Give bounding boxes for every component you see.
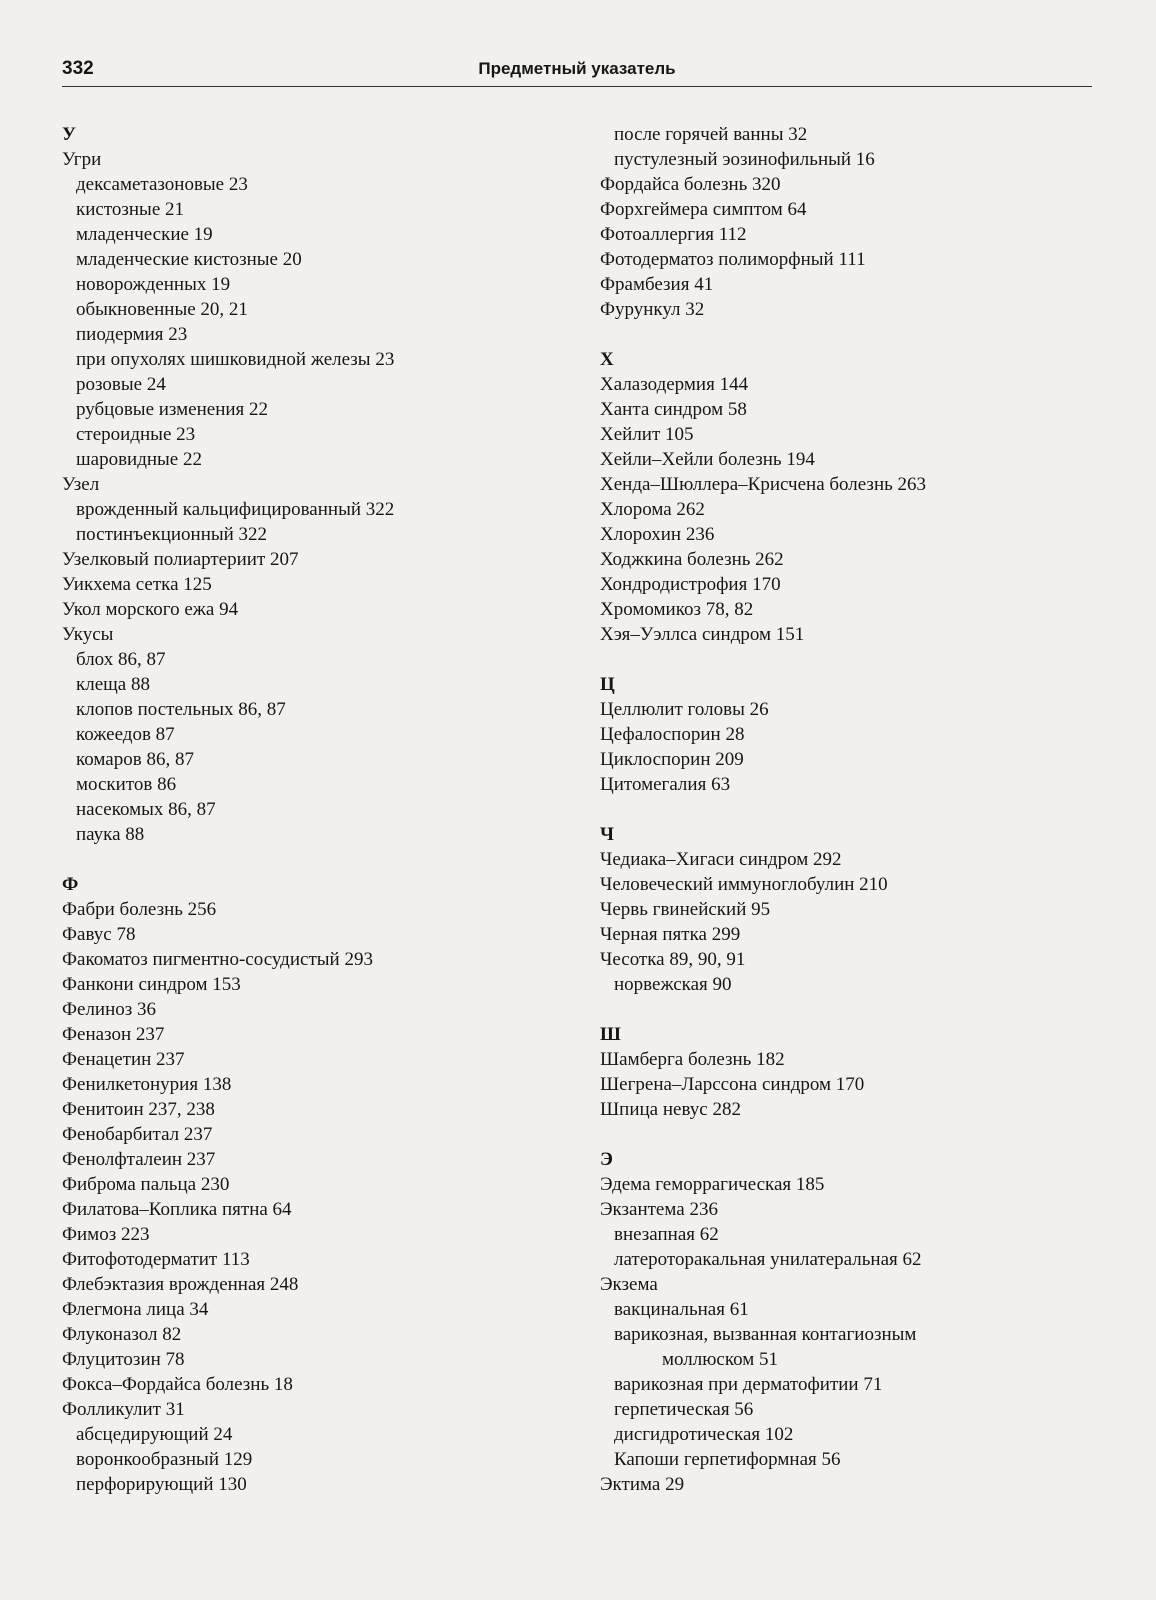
- index-entry: Чесотка 89, 90, 91: [600, 949, 746, 970]
- index-entry: Циклоспорин 209: [600, 749, 744, 770]
- index-entry: Червь гвинейский 95: [600, 899, 771, 920]
- index-letter-heading: Х: [600, 349, 614, 370]
- index-letter-heading: Ф: [62, 874, 79, 895]
- index-letter-heading: Ч: [600, 824, 614, 845]
- page-number: 332: [62, 58, 94, 79]
- index-subentry: латероторакальная унилатеральная 62: [614, 1249, 922, 1270]
- index-entry: Хлорома 262: [600, 499, 705, 520]
- index-subentry: после горячей ванны 32: [614, 124, 808, 145]
- index-letter-heading: Ц: [600, 674, 615, 695]
- index-entry: Экзантема 236: [600, 1199, 718, 1220]
- index-entry: Халазодермия 144: [600, 374, 749, 395]
- index-entry: Фрамбезия 41: [600, 274, 714, 295]
- index-subentry: дисгидротическая 102: [614, 1424, 794, 1445]
- index-entry: Факоматоз пигментно-сосудистый 293: [62, 949, 373, 970]
- index-letter-heading: Ш: [600, 1024, 621, 1045]
- index-subentry: Капоши герпетиформная 56: [614, 1449, 841, 1470]
- index-subentry: при опухолях шишковидной железы 23: [76, 349, 395, 370]
- index-subentry: паука 88: [76, 824, 145, 845]
- index-entry: Фиброма пальца 230: [62, 1174, 230, 1195]
- index-entry: Фолликулит 31: [62, 1399, 185, 1420]
- index-subentry: внезапная 62: [614, 1224, 719, 1245]
- index-subentry: шаровидные 22: [76, 449, 202, 470]
- index-entry: Фимоз 223: [62, 1224, 150, 1245]
- index-entry: Фурункул 32: [600, 299, 705, 320]
- index-entry: Фенацетин 237: [62, 1049, 185, 1070]
- index-column-right: [600, 122, 1120, 1497]
- index-entry: Уикхема сетка 125: [62, 574, 212, 595]
- index-subentry: перфорирующий 130: [76, 1474, 247, 1495]
- index-entry: Цитомегалия 63: [600, 774, 731, 795]
- index-entry: Фордайса болезнь 320: [600, 174, 781, 195]
- index-entry: Фенилкетонурия 138: [62, 1074, 232, 1095]
- index-subentry: кистозные 21: [76, 199, 185, 220]
- running-title: Предметный указатель: [478, 59, 676, 78]
- index-entry: Ходжкина болезнь 262: [600, 549, 784, 570]
- index-entry: Флегмона лица 34: [62, 1299, 209, 1320]
- index-entry: Хромомикоз 78, 82: [600, 599, 754, 620]
- index-entry: Целлюлит головы 26: [600, 699, 769, 720]
- index-entry: Чедиака–Хигаси синдром 292: [600, 849, 842, 870]
- index-entry: Флуцитозин 78: [62, 1349, 185, 1370]
- index-entry: Фитофотодерматит 113: [62, 1249, 250, 1270]
- index-subentry: герпетическая 56: [614, 1399, 754, 1420]
- index-entry: Фавус 78: [62, 924, 136, 945]
- index-subentry: пиодермия 23: [76, 324, 188, 345]
- index-subentry: обыкновенные 20, 21: [76, 299, 248, 320]
- index-entry: Ханта синдром 58: [600, 399, 747, 420]
- index-entry: Хэя–Уэллса синдром 151: [600, 624, 805, 645]
- index-letter-heading: У: [62, 124, 76, 145]
- index-entry: Узелковый полиартериит 207: [62, 549, 299, 570]
- index-subentry: воронкообразный 129: [76, 1449, 253, 1470]
- index-subentry-continuation: моллюском 51: [662, 1349, 779, 1370]
- index-subentry: младенческие кистозные 20: [76, 249, 302, 270]
- index-entry: Хлорохин 236: [600, 524, 715, 545]
- index-subentry: блох 86, 87: [76, 649, 166, 670]
- index-entry: Фанкони синдром 153: [62, 974, 241, 995]
- index-entry: Цефалоспорин 28: [600, 724, 745, 745]
- index-entry: Хейли–Хейли болезнь 194: [600, 449, 815, 470]
- index-subentry: рубцовые изменения 22: [76, 399, 269, 420]
- index-entry: Фенобарбитал 237: [62, 1124, 213, 1145]
- index-subentry: варикозная при дерматофитии 71: [614, 1374, 883, 1395]
- index-subentry: комаров 86, 87: [76, 749, 194, 770]
- running-header: [62, 56, 1092, 87]
- index-entry: Феназон 237: [62, 1024, 165, 1045]
- index-entry: Человеческий иммуноглобулин 210: [600, 874, 888, 895]
- index-subentry: москитов 86: [76, 774, 177, 795]
- index-entry: Экзема: [600, 1274, 658, 1295]
- index-spacer: [600, 997, 1120, 1022]
- index-entry: Флуконазол 82: [62, 1324, 182, 1345]
- index-entry: Фотоаллергия 112: [600, 224, 747, 245]
- index-subentry: постинъекционный 322: [76, 524, 268, 545]
- index-entry: Эдема геморрагическая 185: [600, 1174, 825, 1195]
- index-spacer: [600, 1122, 1120, 1147]
- index-entry: Филатова–Коплика пятна 64: [62, 1199, 292, 1220]
- index-subentry: младенческие 19: [76, 224, 213, 245]
- index-subentry: пустулезный эозинофильный 16: [614, 149, 875, 170]
- index-subentry: клопов постельных 86, 87: [76, 699, 286, 720]
- index-subentry: варикозная, вызванная контагиозным: [614, 1324, 917, 1345]
- index-subentry: новорожденных 19: [76, 274, 231, 295]
- index-entry: Угри: [62, 149, 102, 170]
- index-entry: Узел: [62, 474, 100, 495]
- index-entry: Фокса–Фордайса болезнь 18: [62, 1374, 293, 1395]
- index-entry: Хенда–Шюллера–Крисчена болезнь 263: [600, 474, 927, 495]
- index-spacer: [62, 847, 582, 872]
- index-spacer: [600, 797, 1120, 822]
- index-entry: Флебэктазия врожденная 248: [62, 1274, 299, 1295]
- index-subentry: врожденный кальцифицированный 322: [76, 499, 395, 520]
- index-entry: Фенитоин 237, 238: [62, 1099, 215, 1120]
- index-entry: Укол морского ежа 94: [62, 599, 239, 620]
- index-entry: Эктима 29: [600, 1474, 685, 1495]
- index-subentry: дексаметазоновые 23: [76, 174, 248, 195]
- index-spacer: [600, 647, 1120, 672]
- index-subentry: клеща 88: [76, 674, 150, 695]
- index-subentry: абсцедирующий 24: [76, 1424, 233, 1445]
- index-entry: Укусы: [62, 624, 114, 645]
- index-entry: Шпица невус 282: [600, 1099, 741, 1120]
- index-entry: Хондродистрофия 170: [600, 574, 781, 595]
- index-entry: Форхгеймера симптом 64: [600, 199, 807, 220]
- index-subentry: стероидные 23: [76, 424, 196, 445]
- index-entry: Фелиноз 36: [62, 999, 157, 1020]
- index-spacer: [600, 322, 1120, 347]
- index-subentry: кожеедов 87: [76, 724, 175, 745]
- index-entry: Шегрена–Ларссона синдром 170: [600, 1074, 865, 1095]
- index-subentry: вакцинальная 61: [614, 1299, 749, 1320]
- index-column-left: [62, 122, 582, 1497]
- index-subentry: насекомых 86, 87: [76, 799, 216, 820]
- index-entry: Фабри болезнь 256: [62, 899, 217, 920]
- index-entry: Хейлит 105: [600, 424, 694, 445]
- index-entry: Фенолфталеин 237: [62, 1149, 216, 1170]
- index-entry: Фотодерматоз полиморфный 111: [600, 249, 866, 270]
- index-entry: Черная пятка 299: [600, 924, 741, 945]
- index-entry: Шамберга болезнь 182: [600, 1049, 785, 1070]
- index-subentry: розовые 24: [76, 374, 166, 395]
- index-letter-heading: Э: [600, 1149, 613, 1170]
- index-subentry: норвежская 90: [614, 974, 732, 995]
